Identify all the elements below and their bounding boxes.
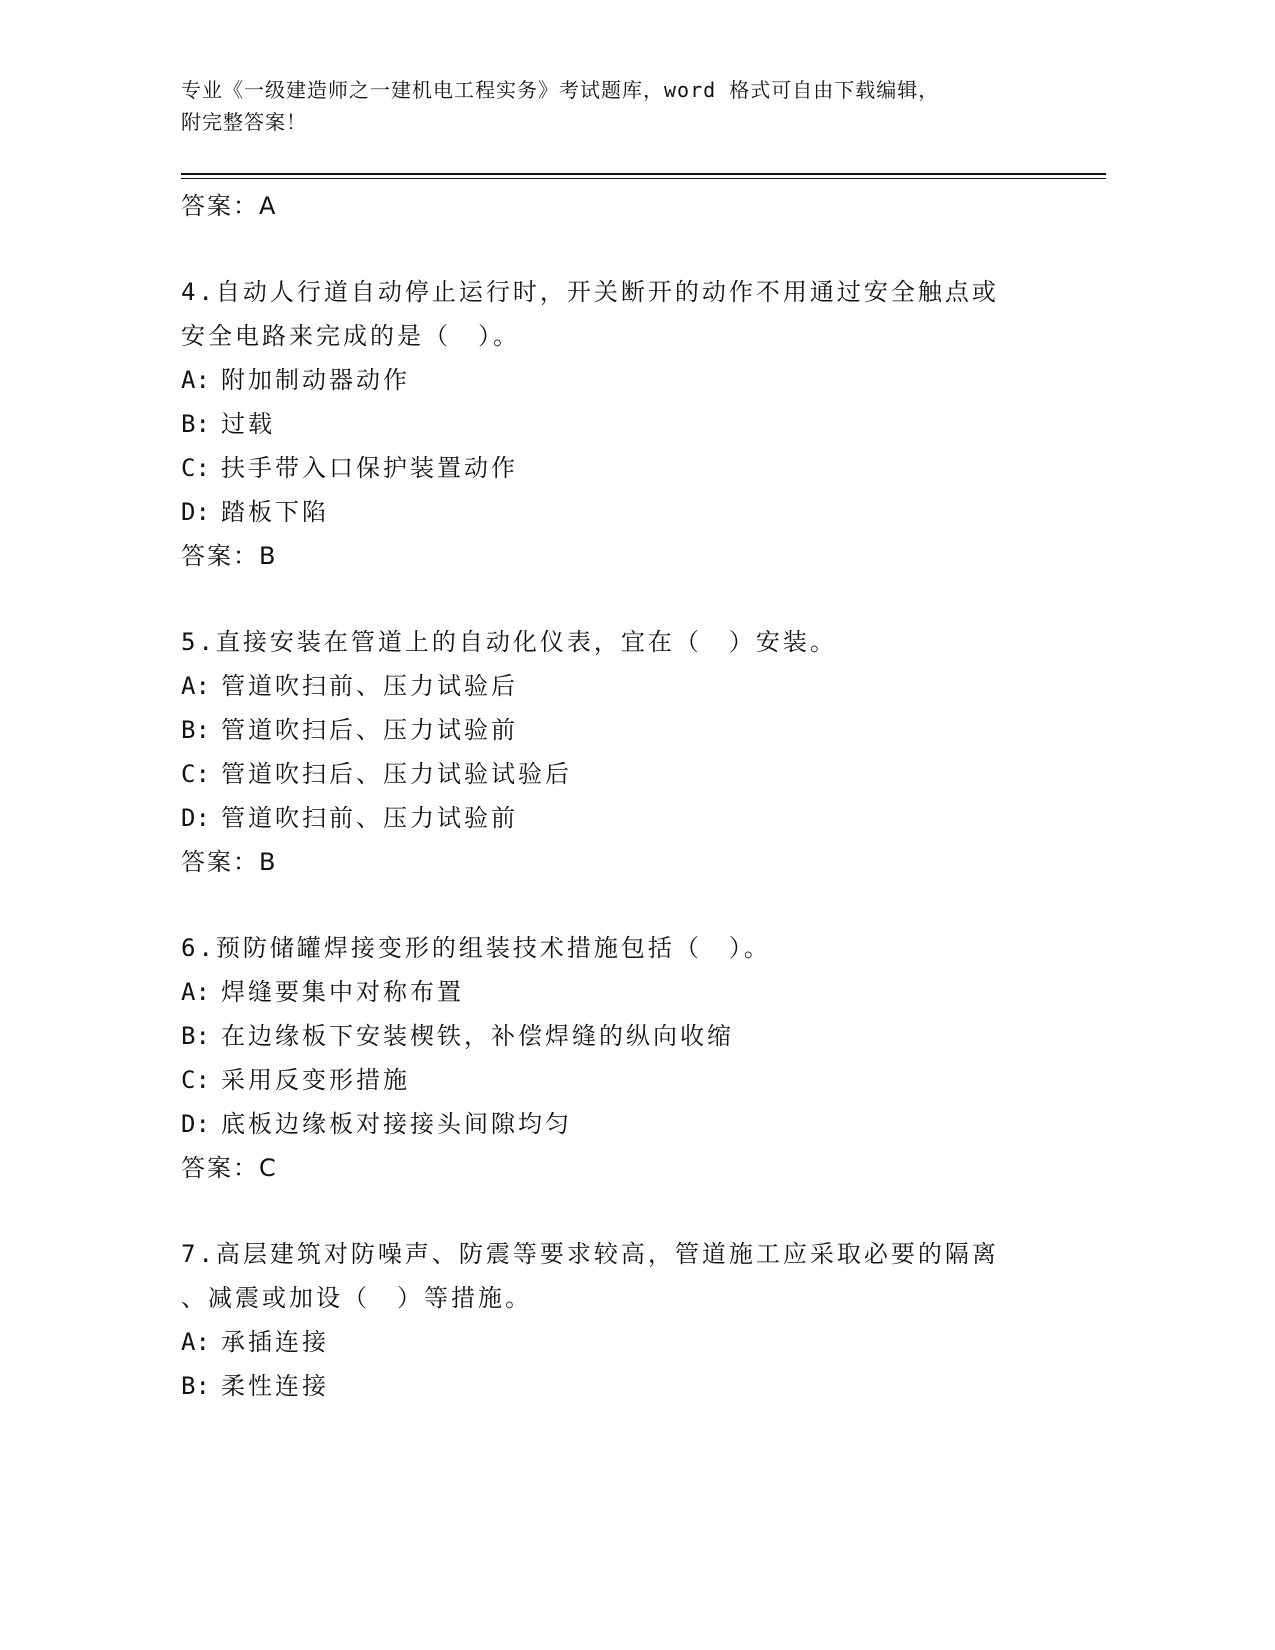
- option-text: 过载: [221, 410, 275, 438]
- answer-value: A: [259, 192, 278, 220]
- question-7-text-line-1: 7.高层建筑对防噪声、防震等要求较高，管道施工应采取必要的隔离: [181, 1240, 999, 1268]
- answer-q6: [181, 1146, 1061, 1190]
- question-6-option-b: [181, 1014, 1061, 1058]
- option-letter: D:: [181, 804, 210, 832]
- question-5-option-a: [181, 664, 1061, 708]
- option-letter: D:: [181, 498, 210, 526]
- option-letter: C:: [181, 1066, 210, 1094]
- option-letter: B:: [181, 410, 210, 438]
- answer-label: 答案：: [181, 1154, 259, 1182]
- answer-value: B: [259, 542, 278, 570]
- option-text: 管道吹扫后、压力试验试验后: [221, 760, 572, 788]
- question-4-option-a: [181, 358, 1061, 402]
- header-divider-thick: [181, 173, 1106, 175]
- answer-q3: [181, 184, 1061, 228]
- header-divider-thin: [181, 178, 1106, 179]
- page-header: [181, 74, 1061, 138]
- answer-label: 答案：: [181, 542, 259, 570]
- answer-value: B: [259, 848, 278, 876]
- question-7-option-b: [181, 1364, 1061, 1408]
- question-6-option-c: [181, 1058, 1061, 1102]
- question-5-option-c: [181, 752, 1061, 796]
- option-text: 承插连接: [221, 1328, 329, 1356]
- question-5-text-line-1: 5.直接安装在管道上的自动化仪表，宜在（ ）安装。: [181, 628, 837, 656]
- option-letter: A:: [181, 1328, 210, 1356]
- option-text: 管道吹扫前、压力试验后: [221, 672, 518, 700]
- option-letter: A:: [181, 672, 210, 700]
- option-text: 底板边缘板对接接头间隙均匀: [221, 1110, 572, 1138]
- question-7-option-a: [181, 1320, 1061, 1364]
- option-text: 采用反变形措施: [221, 1066, 410, 1094]
- option-letter: B:: [181, 716, 210, 744]
- option-letter: B:: [181, 1022, 210, 1050]
- option-text: 管道吹扫前、压力试验前: [221, 804, 518, 832]
- option-text: 附加制动器动作: [221, 366, 410, 394]
- option-text: 扶手带入口保护装置动作: [221, 454, 518, 482]
- answer-q4: [181, 534, 1061, 578]
- answer-q5: [181, 840, 1061, 884]
- question-content: [181, 184, 1061, 1408]
- question-4-option-d: [181, 490, 1061, 534]
- header-line-2: 附完整答案！: [181, 110, 307, 134]
- option-letter: D:: [181, 1110, 210, 1138]
- option-text: 管道吹扫后、压力试验前: [221, 716, 518, 744]
- question-6-option-a: [181, 970, 1061, 1014]
- option-letter: A:: [181, 978, 210, 1006]
- option-letter: C:: [181, 760, 210, 788]
- question-5-option-d: [181, 796, 1061, 840]
- option-text: 在边缘板下安装楔铁，补偿焊缝的纵向收缩: [221, 1022, 734, 1050]
- question-6-option-d: [181, 1102, 1061, 1146]
- question-4-text-line-2: 安全电路来完成的是（ ）。: [181, 322, 520, 350]
- option-letter: B:: [181, 1372, 210, 1400]
- option-letter: C:: [181, 454, 210, 482]
- question-5-option-b: [181, 708, 1061, 752]
- question-4-option-c: [181, 446, 1061, 490]
- option-text: 柔性连接: [221, 1372, 329, 1400]
- question-4-text-line-1: 4.自动人行道自动停止运行时，开关断开的动作不用通过安全触点或: [181, 278, 999, 306]
- question-7-text-line-2: 、减震或加设（ ）等措施。: [181, 1284, 532, 1312]
- option-text: 踏板下陷: [221, 498, 329, 526]
- answer-value: C: [259, 1154, 278, 1182]
- option-text: 焊缝要集中对称布置: [221, 978, 464, 1006]
- answer-label: 答案：: [181, 192, 259, 220]
- question-4-option-b: [181, 402, 1061, 446]
- question-6-text-line-1: 6.预防储罐焊接变形的组装技术措施包括（ ）。: [181, 934, 771, 962]
- option-letter: A:: [181, 366, 210, 394]
- answer-label: 答案：: [181, 848, 259, 876]
- header-line-1: 专业《一级建造师之一建机电工程实务》考试题库，word 格式可自由下载编辑，: [181, 78, 940, 102]
